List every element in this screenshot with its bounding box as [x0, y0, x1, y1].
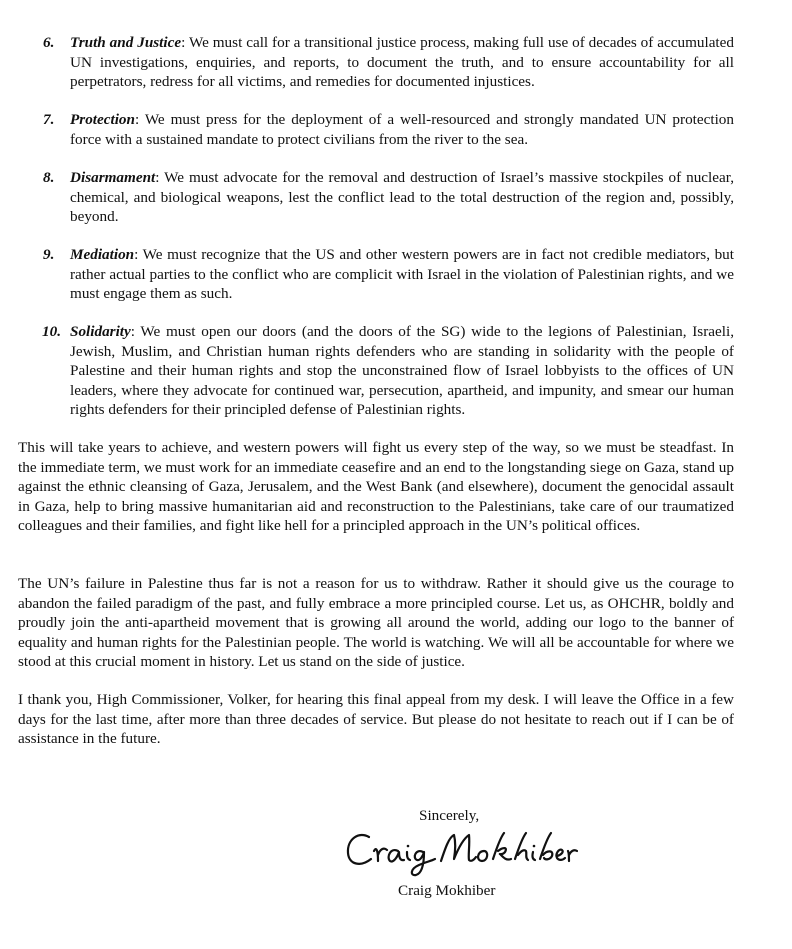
- item-text: : We must press for the deployment of a well-resourced and strongly mandated UN protection force with a sustained mandate to protect civilians from the river to the sea.: [70, 111, 734, 148]
- body-paragraph: I thank you, High Commissioner, Volker, for hearing this final appeal from my desk. I will leave the Office in a few days for the last time, after more than three decades of service. But please do not hesitate to reach out if I can be of assistance in the future.: [18, 691, 734, 747]
- recommendation-item: [42, 322, 734, 420]
- item-text: : We must advocate for the removal and destruction of Israel’s massive stockpiles of nuclear, chemical, and biological weapons, lest the conflict lead to the total destruction of the region and, possibly, beyond.: [70, 169, 734, 225]
- handwritten-signature: [343, 825, 578, 877]
- item-text: : We must recognize that the US and other western powers are in fact not credible mediators, but rather actual parties to the conflict who are complicit with Israel in the violation of Palestinian rights, and we must engage them as such.: [70, 246, 734, 302]
- item-heading: Protection: [70, 111, 135, 128]
- item-heading: Disarmament: [70, 169, 156, 186]
- recommendation-item: [43, 110, 734, 149]
- signature-text: Craig Mokhiber: [343, 825, 350, 826]
- item-heading: Mediation: [70, 246, 135, 263]
- item-heading: Solidarity: [70, 323, 131, 340]
- recommendation-item: [43, 245, 734, 304]
- item-number: 9.: [43, 246, 55, 263]
- item-number: 10.: [42, 323, 61, 340]
- recommendation-item: [43, 168, 734, 227]
- body-paragraph: The UN’s failure in Palestine thus far is not a reason for us to withdraw. Rather it should give us the courage to abandon the failed paradigm of the past, and fully embrace a more principled course. Let us, as OHCHR, boldly and proudly join the anti-apartheid movement that is growing all around the world, adding our logo to the banner of equality and human rights for the Palestinian people. The world is watching. We will all be accountable for where we stood at this crucial moment in history. Let us stand on the side of justice.: [18, 575, 734, 670]
- item-number: 8.: [43, 169, 55, 186]
- signer-name: Craig Mokhiber: [398, 882, 496, 899]
- item-text: : We must call for a transitional justice process, making full use of decades of accumulated UN investigations, enquiries, and reports, to document the truth, and to ensure accountability for all perpetrators, redress for all victims, and remedies for documented injustices.: [70, 34, 734, 90]
- recommendation-item: [43, 33, 734, 92]
- closing-salutation: Sincerely,: [419, 807, 480, 824]
- item-number: 7.: [43, 111, 55, 128]
- item-text: : We must open our doors (and the doors of the SG) wide to the legions of Palestinian, Israeli, Jewish, Muslim, and Christian human rights defenders who are standing in solidarity with the people of Palestine and their human rights and stop the unconstrained flow of Israel lobbyists to the offices of UN leaders, where they advocate for continued war, persecution, apartheid, and impunity, and smear our human rights defenders for their principled defense of Palestinian rights.: [70, 323, 734, 418]
- item-heading: Truth and Justice: [70, 34, 182, 51]
- item-number: 6.: [43, 34, 55, 51]
- body-paragraph: This will take years to achieve, and western powers will fight us every step of the way, so we must be steadfast. In the immediate term, we must work for an immediate ceasefire and an end to the longstanding siege on Gaza, stand up against the ethnic cleansing of Gaza, Jerusalem, and the West Bank (and elsewhere), document the genocidal assault in Gaza, help to bring massive humanitarian aid and reconstruction to the Palestinians, take care of our traumatized colleagues and their families, and fight like hell for a principled approach in the UN’s political offices.: [18, 439, 734, 534]
